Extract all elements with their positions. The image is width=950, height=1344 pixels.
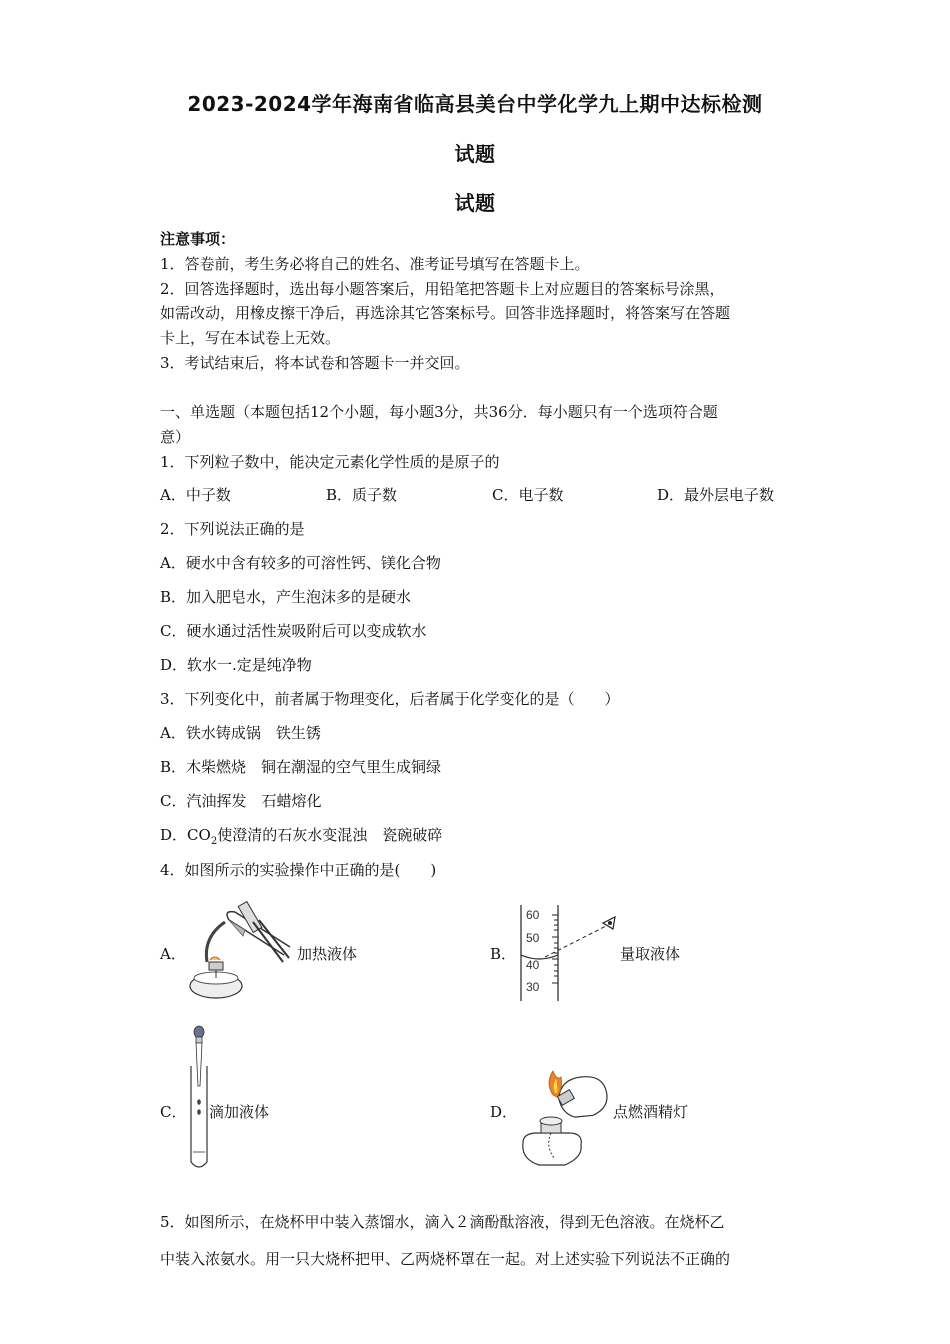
- lighting-lamp-figure: [515, 1065, 620, 1175]
- option-a: A．铁水铸成锅 铁生锈: [160, 724, 321, 742]
- option-d-caption: 点燃酒精灯: [613, 1103, 689, 1121]
- question-2-stem: 2．下列说法正确的是: [160, 520, 305, 538]
- option-d: D．最外层电子数: [657, 486, 775, 504]
- option-d: D．软水一.定是纯净物: [160, 656, 312, 674]
- second-lamp-icon: [555, 1072, 610, 1121]
- subscript-2: 2: [210, 836, 218, 847]
- page-title-line2: 试题: [454, 142, 496, 166]
- question-3-stem: 3．下列变化中，前者属于物理变化，后者属于化学变化的是（ ）: [160, 690, 620, 708]
- page-title: 2023-2024学年海南省临高县美台中学化学九上期中达标检测: [187, 92, 763, 116]
- option-a-caption: 加热液体: [297, 945, 358, 963]
- notice-item: 3．考试结束后，将本试卷和答题卡一并交回。: [160, 354, 470, 372]
- notice-item: 1．答卷前，考生务必将自己的姓名、准考证号填写在答题卡上。: [160, 255, 590, 273]
- option-c-caption: 滴加液体: [209, 1103, 270, 1121]
- droplet-icon: [197, 1099, 201, 1115]
- notice-heading: 注意事项：: [160, 230, 236, 248]
- notice-item: 2．回答选择题时，选出每小题答案后，用铅笔把答题卡上对应题目的答案标号涂黑，: [160, 280, 725, 298]
- alcohol-lamp-icon: [523, 1117, 581, 1165]
- option-a-letter: A．: [160, 945, 186, 963]
- option-a: A．中子数: [160, 486, 231, 504]
- option-d: [160, 824, 442, 847]
- option-a: A．硬水中含有较多的可溶性钙、镁化合物: [160, 554, 441, 572]
- tick-60: 60: [526, 908, 540, 922]
- option-c-letter: C．: [160, 1103, 187, 1121]
- option-b: B．木柴燃烧 铜在潮湿的空气里生成铜绿: [160, 758, 442, 776]
- tick-30: 30: [526, 980, 540, 994]
- option-c: C．电子数: [492, 486, 564, 504]
- option-c: C．硬水通过活性炭吸附后可以变成软水: [160, 622, 427, 640]
- tick-50: 50: [526, 931, 540, 945]
- question-5-stem-cont: 中装入浓氨水。用一只大烧杯把甲、乙两烧杯罩在一起。对上述实验下列说法不正确的: [160, 1250, 731, 1268]
- option-c: C．汽油挥发 石蜡熔化: [160, 792, 322, 810]
- section-heading: 一、单选题（本题包括12个小题，每小题3分，共36分．每小题只有一个选项符合题: [160, 403, 718, 421]
- heating-liquid-figure: [185, 892, 295, 1002]
- tick-40: 40: [526, 958, 540, 972]
- question-5-stem: 5．如图所示，在烧杯甲中装入蒸馏水，滴入２滴酚酞溶液，得到无色溶液。在烧杯乙: [160, 1213, 725, 1231]
- option-b-caption: 量取液体: [620, 945, 681, 963]
- option-b: B．加入肥皂水，产生泡沫多的是硬水: [160, 588, 412, 606]
- page-subtitle: 试题: [454, 191, 496, 215]
- notice-item: 如需改动，用橡皮擦干净后，再选涂其它答案标号。回答非选择题时，将答案写在答题: [160, 304, 731, 322]
- question-1-stem: 1．下列粒子数中，能决定元素化学性质的是原子的: [160, 453, 500, 471]
- option-d-suffix: 使澄清的石灰水变混浊 瓷碗破碎: [217, 826, 443, 844]
- graduated-cylinder-figure: [515, 897, 625, 1007]
- section-heading-cont: 意）: [160, 428, 191, 446]
- option-d-prefix: D．CO: [160, 826, 211, 844]
- eye-icon: [603, 917, 615, 929]
- alcohol-lamp-icon: [190, 957, 242, 998]
- dropper-icon: [194, 1026, 204, 1086]
- notice-item: 卡上，写在本试卷上无效。: [160, 329, 341, 347]
- question-4-stem: 4．如图所示的实验操作中正确的是( ): [160, 861, 437, 879]
- option-b-letter: B．: [490, 945, 517, 963]
- dropper-figure: [185, 1024, 215, 1172]
- option-b: B．质子数: [326, 486, 398, 504]
- option-d-letter: D．: [490, 1103, 518, 1121]
- flame-icon: [549, 1071, 562, 1097]
